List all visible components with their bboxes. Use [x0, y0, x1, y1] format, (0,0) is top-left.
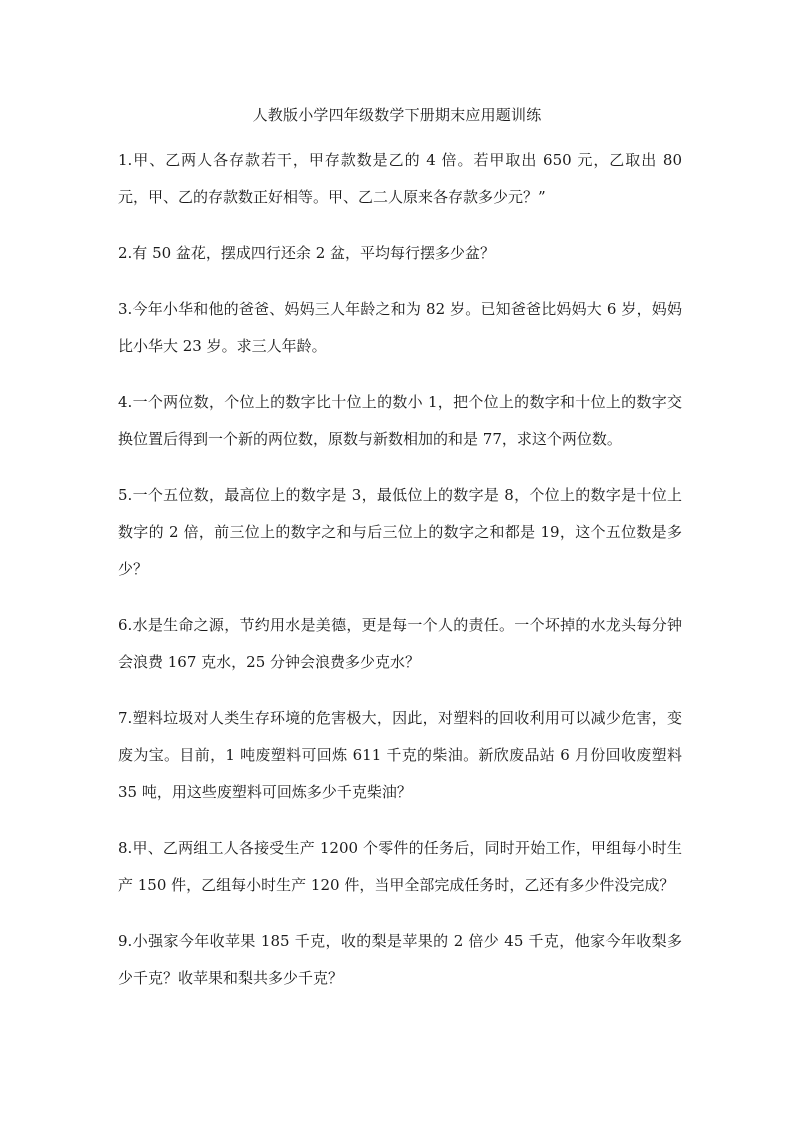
question-1: 1.甲、乙两人各存款若干，甲存款数是乙的 4 倍。若甲取出 650 元，乙取出 80 元，甲、乙的存款数正好相等。甲、乙二人原来各存款多少元？” [118, 151, 682, 206]
question-9: 9.小强家今年收苹果 185 千克，收的梨是苹果的 2 倍少 45 千克，他家今年收梨多少千克？收苹果和梨共多少千克？ [118, 932, 682, 987]
question-3: 3.今年小华和他的爸爸、妈妈三人年龄之和为 82 岁。已知爸爸比妈妈大 6 岁，妈妈比小华大 23 岁。求三人年龄。 [118, 300, 682, 355]
question-7: 7.塑料垃圾对人类生存环境的危害极大，因此，对塑料的回收利用可以减少危害，变废为宝。目前，1 吨废塑料可回炼 611 千克的柴油。新欣废品站 6 月份回收废塑料 35 吨，用这些废塑料可回炼多少千克柴油？ [118, 709, 682, 801]
question-2: 2.有 50 盆花，摆成四行还余 2 盆，平均每行摆多少盆？ [118, 244, 496, 262]
question-6: 6.水是生命之源，节约用水是美德，更是每一个人的责任。一个坏掉的水龙头每分钟会浪费 167 克水，25 分钟会浪费多少克水？ [118, 616, 682, 671]
question-4: 4.一个两位数，个位上的数字比十位上的数小 1，把个位上的数字和十位上的数字交换位置后得到一个新的两位数，原数与新数相加的和是 77，求这个两位数。 [118, 393, 682, 448]
question-8: 8.甲、乙两组工人各接受生产 1200 个零件的任务后，同时开始工作，甲组每小时生产 150 件，乙组每小时生产 120 件，当甲全部完成任务时，乙还有多少件没完成？ [118, 839, 682, 894]
question-5: 5.一个五位数，最高位上的数字是 3，最低位上的数字是 8，个位上的数字是十位上数字的 2 倍，前三位上的数字之和与后三位上的数字之和都是 19，这个五位数是多少？ [118, 486, 682, 578]
document-title: 人教版小学四年级数学下册期末应用题训练 [252, 106, 542, 124]
question-list [118, 142, 682, 1016]
